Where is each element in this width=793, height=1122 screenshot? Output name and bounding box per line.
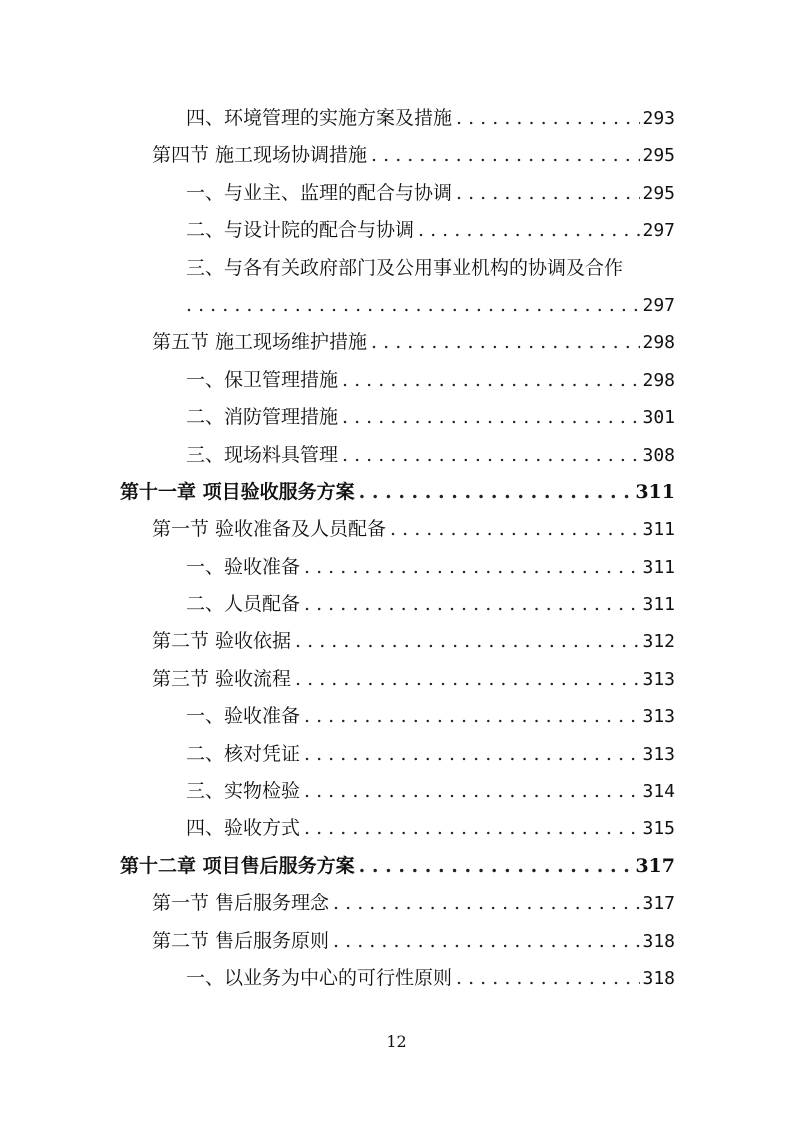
toc-entry[interactable] — [120, 399, 675, 436]
toc-entry-title: 二、核对凭证 — [186, 742, 301, 765]
dot-leader — [304, 736, 640, 773]
dot-leader — [333, 923, 640, 960]
toc-entry-page: 313 — [642, 668, 675, 690]
toc-entry-title: 一、与业主、监理的配合与协调 — [186, 181, 453, 204]
toc-entry-page: 318 — [642, 967, 675, 989]
toc-entry[interactable] — [120, 212, 675, 249]
dot-leader — [304, 773, 640, 810]
toc-entry-title: 四、验收方式 — [186, 817, 301, 840]
toc-entry[interactable] — [120, 810, 675, 847]
dot-leader — [304, 810, 640, 847]
dot-leader — [304, 586, 640, 623]
toc-entry[interactable] — [120, 586, 675, 623]
toc-entry-title: 第十一章 项目验收服务方案 — [120, 480, 355, 503]
toc-entry-title: 二、与设计院的配合与协调 — [186, 219, 415, 242]
toc-entry[interactable] — [120, 511, 675, 548]
toc-entry-page: 318 — [642, 930, 675, 952]
toc-entry-page: 297 — [642, 220, 675, 242]
toc-entry-title: 二、人员配备 — [186, 593, 301, 616]
toc-entry[interactable] — [120, 923, 675, 960]
toc-entry[interactable] — [120, 100, 675, 137]
toc-entry[interactable] — [120, 623, 675, 660]
toc-entry-page: 317 — [635, 854, 675, 877]
toc-entry-title: 第三节 验收流程 — [152, 667, 292, 690]
toc-entry-title: 一、保卫管理措施 — [186, 368, 339, 391]
toc-entry-title: 第二节 售后服务原则 — [152, 929, 330, 952]
toc-entry-page: 295 — [642, 182, 675, 204]
dot-leader — [390, 511, 640, 548]
dot-leader — [342, 399, 640, 436]
toc-entry[interactable] — [120, 175, 675, 212]
dot-leader — [333, 885, 640, 922]
toc-entry-page: 295 — [642, 145, 675, 167]
toc-entry[interactable] — [120, 661, 675, 698]
toc-entry-title: 第五节 施工现场维护措施 — [152, 331, 368, 354]
toc-entry-page: 298 — [642, 332, 675, 354]
dot-leader — [342, 362, 640, 399]
toc-entry[interactable] — [120, 287, 675, 324]
dot-leader — [456, 175, 640, 212]
toc-entry-page: 301 — [642, 407, 675, 429]
toc-entry-title: 三、实物检验 — [186, 780, 301, 803]
toc-entry-title: 三、现场料具管理 — [186, 443, 339, 466]
toc-entry[interactable] — [120, 848, 675, 885]
toc-entry[interactable] — [120, 960, 675, 997]
dot-leader — [359, 848, 634, 885]
toc-entry[interactable] — [120, 437, 675, 474]
toc-entry-title: 第四节 施工现场协调措施 — [152, 144, 368, 167]
toc-entry-page: 311 — [642, 556, 675, 578]
toc-entry-page: 311 — [635, 480, 675, 503]
toc-entry-title[interactable]: 三、与各有关政府部门及公用事业机构的协调及合作 — [186, 256, 624, 279]
toc-entry[interactable] — [120, 885, 675, 922]
toc-entry-page: 311 — [642, 519, 675, 541]
toc-entry-page: 314 — [642, 781, 675, 803]
toc-entry[interactable] — [120, 736, 675, 773]
page-number: 12 — [386, 1032, 407, 1051]
toc-entry-title: 四、环境管理的实施方案及措施 — [186, 107, 453, 129]
toc-entry-page: 293 — [642, 108, 675, 129]
toc-entry-title: 一、以业务为中心的可行性原则 — [186, 966, 453, 989]
toc-entry-page: 315 — [642, 818, 675, 840]
dot-leader — [186, 287, 640, 324]
toc-entry-page: 313 — [642, 706, 675, 728]
dot-leader — [371, 137, 640, 174]
toc-entry[interactable] — [120, 549, 675, 586]
toc-entry-title: 一、验收准备 — [186, 705, 301, 728]
dot-leader — [295, 623, 640, 660]
toc-entry-title: 第二节 验收依据 — [152, 630, 292, 653]
dot-leader — [295, 661, 640, 698]
dot-leader — [456, 100, 640, 137]
toc-entry-title: 一、验收准备 — [186, 555, 301, 578]
dot-leader — [371, 324, 640, 361]
toc-entry-page: 308 — [642, 444, 675, 466]
toc-entry-page: 297 — [642, 294, 675, 316]
toc-entry-page: 312 — [642, 631, 675, 653]
toc-entry-title: 第十二章 项目售后服务方案 — [120, 854, 355, 877]
table-of-contents — [120, 100, 675, 997]
toc-entry[interactable] — [120, 474, 675, 511]
toc-entry[interactable] — [120, 773, 675, 810]
dot-leader — [418, 212, 640, 249]
toc-entry[interactable] — [120, 362, 675, 399]
toc-entry[interactable] — [120, 324, 675, 361]
toc-entry-page: 298 — [642, 369, 675, 391]
toc-entry-title: 二、消防管理措施 — [186, 406, 339, 429]
toc-entry-page: 317 — [642, 893, 675, 915]
toc-entry-page: 313 — [642, 743, 675, 765]
toc-entry[interactable] — [120, 698, 675, 735]
dot-leader — [342, 437, 640, 474]
toc-entry-page: 311 — [642, 594, 675, 616]
toc-entry[interactable] — [120, 137, 675, 174]
dot-leader — [304, 698, 640, 735]
dot-leader — [456, 960, 640, 997]
dot-leader — [304, 549, 640, 586]
toc-entry-title: 第一节 售后服务理念 — [152, 892, 330, 915]
dot-leader — [359, 474, 634, 511]
toc-entry-title: 第一节 验收准备及人员配备 — [152, 518, 387, 541]
